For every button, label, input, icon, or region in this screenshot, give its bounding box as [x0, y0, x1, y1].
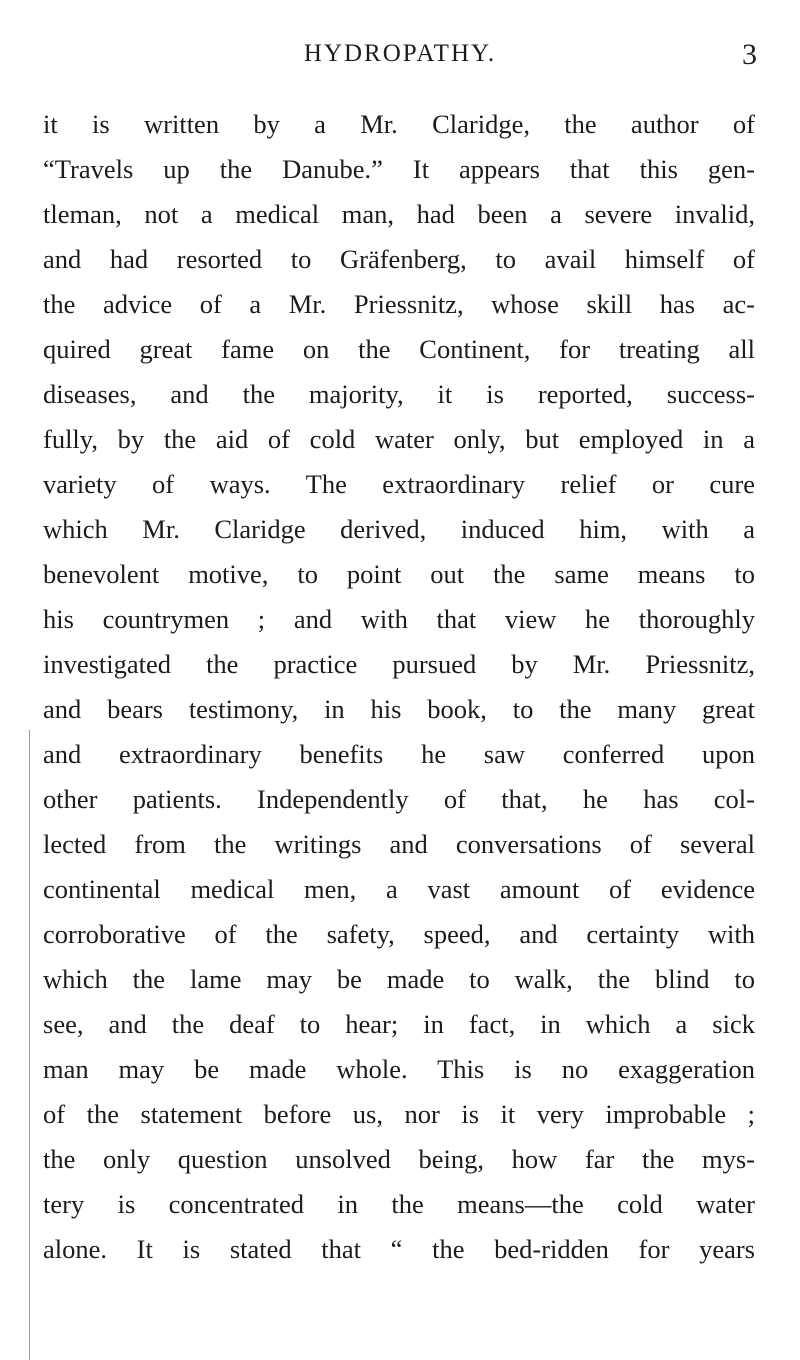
text-line: tery is concentrated in the means—the cold water [43, 1189, 755, 1219]
text-line: it is written by a Mr. Claridge, the author of [43, 109, 755, 139]
text-line: corroborative of the safety, speed, and certainty with [43, 919, 755, 949]
text-line: lected from the writings and conversations of several [43, 829, 755, 859]
text-line: and had resorted to Gräfenberg, to avail himself of [43, 244, 755, 274]
text-line: and bears testimony, in his book, to the many great [43, 694, 755, 724]
page-number: 3 [742, 38, 757, 71]
text-line: which the lame may be made to walk, the blind to [43, 964, 755, 994]
text-line: continental medical men, a vast amount of evidence [43, 874, 755, 904]
text-line: “Travels up the Danube.” It appears that this gen- [43, 154, 755, 184]
text-line: benevolent motive, to point out the same means to [43, 559, 755, 589]
text-line: investigated the practice pursued by Mr. Priessnitz, [43, 649, 755, 679]
text-line: diseases, and the majority, it is reported, success- [43, 379, 755, 409]
text-line: see, and the deaf to hear; in fact, in which a sick [43, 1009, 755, 1039]
running-title: HYDROPATHY. [303, 40, 497, 67]
text-line: which Mr. Claridge derived, induced him, with a [43, 514, 755, 544]
text-line: tleman, not a medical man, had been a severe invalid, [43, 199, 755, 229]
text-line: man may be made whole. This is no exaggeration [43, 1054, 755, 1084]
text-line: variety of ways. The extraordinary relief or cure [43, 469, 755, 499]
text-line: alone. It is stated that “ the bed-ridden for years [43, 1234, 755, 1264]
text-line: and extraordinary benefits he saw conferred upon [43, 739, 755, 769]
text-line: the advice of a Mr. Priessnitz, whose skill has ac- [43, 289, 755, 319]
text-line: of the statement before us, nor is it very improbable ; [43, 1099, 755, 1129]
running-header [0, 40, 800, 80]
text-line: the only question unsolved being, how far the mys- [43, 1144, 755, 1174]
text-line: other patients. Independently of that, he has col- [43, 784, 755, 814]
text-line: fully, by the aid of cold water only, but employed in a [43, 424, 755, 454]
page-edge-shadow [29, 730, 30, 1360]
text-line: his countrymen ; and with that view he thoroughly [43, 604, 755, 634]
text-line: quired great fame on the Continent, for treating all [43, 334, 755, 364]
